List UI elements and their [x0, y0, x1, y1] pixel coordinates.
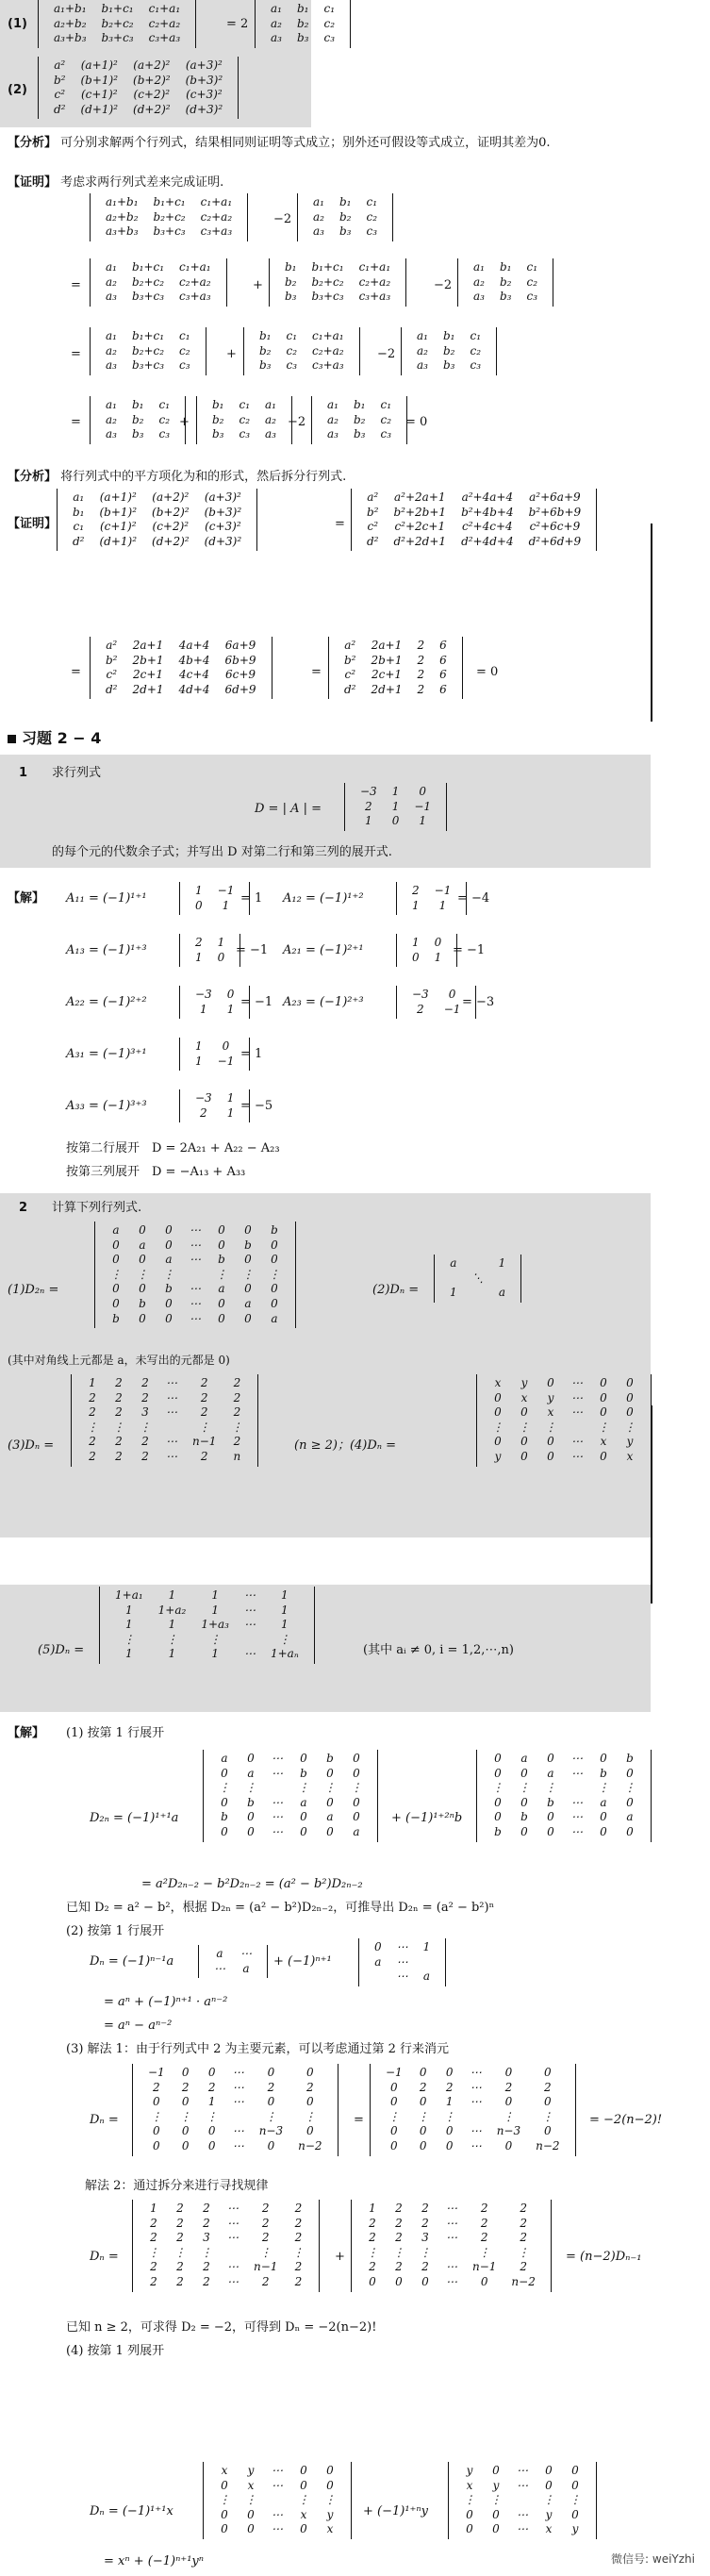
determinant: 1 2 2 ⋯ 2 2 2 2 2 ⋯ 2 2 2 2 3 ⋯ 2 2 ⋮ ⋮ ⋮ ⋮ ⋮ 2 2 2 ⋯ n−1 2 2 2 2 ⋯ 2 2 — [132, 2200, 320, 2292]
cofactor-value: = −5 — [240, 1099, 273, 1113]
solution-result: = aⁿ + (−1)ⁿ⁺¹ · aⁿ⁻² — [104, 1995, 228, 2009]
solution-step: 解法 2：通过拆分来进行寻找规律 — [85, 2179, 269, 2193]
determinant: a ⋯ ⋯ a — [198, 1945, 268, 1978]
determinant: x y 0 ⋯ 0 0 0 x y ⋯ 0 0 0 0 x ⋯ 0 0 ⋮ ⋮ ⋮ ⋮ ⋮ 0 0 0 ⋯ x y y 0 0 ⋯ 0 x — [476, 1374, 652, 1467]
solution-result: = xⁿ + (−1)ⁿ⁺¹yⁿ — [104, 2554, 205, 2568]
determinant: a₁ b₁+c₁ c₁ a₂ b₂+c₂ c₂ a₃ b₃+c₃ c₃ — [90, 327, 206, 375]
question-description: 的每个元的代数余子式；并写出 D 对第二行和第三列的展开式. — [52, 845, 392, 859]
determinant: a₁ b₁ c₁ a₂ b₂ c₂ a₃ b₃ c₃ — [457, 258, 553, 307]
analysis-paragraph — [8, 136, 701, 151]
determinant: −3 1 0 2 1 −1 1 0 1 — [344, 783, 447, 831]
question-2-block — [0, 1193, 651, 1537]
cofactor-a12: A₁₂ = (−1)¹⁺² — [283, 891, 364, 906]
solution-conclusion: 已知 n ≥ 2，可求得 D₂ = −2，可得到 Dₙ = −2(n−2)! — [66, 2320, 377, 2335]
solution-formula: Dₙ = — [90, 2250, 119, 2264]
determinant: 0 ⋯ 1 a ⋯ ⋯ a — [358, 1938, 446, 1986]
cofactor-a33: A₃₃ = (−1)³⁺³ — [66, 1099, 147, 1113]
analysis2-paragraph — [8, 470, 346, 485]
cofactor-a11: A₁₁ = (−1)¹⁺¹ — [66, 891, 147, 906]
cofactor-a31: A₃₁ = (−1)³⁺¹ — [66, 1047, 147, 1061]
determinant: a₁ b₁ c₁ a₂ b₂ c₂ a₃ b₃ c₃ — [90, 396, 186, 444]
solution-step: (4) 按第 1 列展开 — [66, 2344, 165, 2358]
determinant: a₁ (a+1)² (a+2)² (a+3)² b₁ (b+1)² (b+2)² (b+3)² c₁ (c+1)² (c+2)² (c+3)² d² (d+1)² (d+2)² (d+3)² — [57, 489, 257, 551]
determinant: −3 0 2 −1 — [396, 986, 476, 1019]
solution-result: = (n−2)Dₙ₋₁ — [566, 2250, 642, 2264]
question-number: 2 — [19, 1201, 28, 1215]
question-2-5-block — [0, 1585, 651, 1712]
determinant: 1+a₁ 1 1 ⋯ 1 1 1+a₂ 1 ⋯ 1 1 1 1+a₃ ⋯ 1 ⋮ ⋮ ⋮ ⋮ 1 1 1 ⋯ 1+aₙ — [99, 1587, 315, 1664]
cofactor-value: = 1 — [240, 1047, 263, 1061]
cofactor-a23: A₂₃ = (−1)²⁺³ — [283, 995, 364, 1009]
determinant-label: (1)D₂ₙ = — [8, 1283, 59, 1297]
cofactor-value: = 1 — [240, 891, 263, 906]
solution-conclusion: 已知 D₂ = a² − b²，根据 D₂ₙ = (a² − b²)D₂ₙ₋₂，可推导出 D₂ₙ = (a² − b²)ⁿ — [66, 1901, 495, 1915]
determinant: 1 2 2 ⋯ 2 2 2 2 2 ⋯ 2 2 2 2 3 ⋯ 2 2 ⋮ ⋮ ⋮ ⋮ ⋮ 2 2 2 ⋯ n−1 2 2 2 2 ⋯ 2 n — [71, 1374, 258, 1467]
proof-paragraph — [8, 175, 223, 191]
question-1-block — [0, 755, 651, 868]
exercise-heading — [8, 726, 101, 748]
analysis-text: 可分别求解两个行列式，结果相同则证明等式成立；别外还可假设等式成立，证明其差为0. — [60, 136, 551, 150]
solution-label: 【解】 — [8, 1726, 45, 1740]
determinant: a₁+b₁ b₁+c₁ c₁+a₁ a₂+b₂ b₂+c₂ c₂+a₂ a₃+b₃ b₃+c₃ c₃+a₃ — [38, 0, 196, 48]
solution-formula: + (−1)¹⁺ⁿy — [363, 2504, 429, 2518]
cofactor-value: = −3 — [462, 995, 495, 1009]
expansion-col-3: 按第三列展开 D = −A₁₃ + A₃₃ — [66, 1165, 246, 1179]
determinant: −1 0 0 ⋯ 0 0 0 2 2 ⋯ 2 2 0 0 1 ⋯ 0 0 ⋮ ⋮ ⋮ ⋮ ⋮ 0 0 0 ⋯ n−3 0 0 0 0 ⋯ 0 n−2 — [370, 2064, 576, 2156]
determinant: b₁ b₁+c₁ c₁+a₁ b₂ b₂+c₂ c₂+a₂ b₃ b₃+c₃ c₃+a₃ — [269, 258, 406, 307]
determinant: b₁ c₁ c₁+a₁ b₂ c₂ c₂+a₂ b₃ c₃ c₃+a₃ — [243, 327, 360, 375]
determinant-label: (3)Dₙ = — [8, 1438, 55, 1453]
determinant: a₁ b₁+c₁ c₁+a₁ a₂ b₂+c₂ c₂+a₂ a₃ b₃+c₃ c₃+a₃ — [90, 258, 227, 307]
solution-formula: + (−1)ⁿ⁺¹ — [273, 1954, 332, 1969]
solution-formula: Dₙ = (−1)ⁿ⁻¹a — [90, 1954, 174, 1969]
determinant: 1 0 0 1 — [396, 934, 457, 967]
expansion-row-2: 按第二行展开 D = 2A₂₁ + A₂₂ − A₂₃ — [66, 1141, 280, 1155]
determinant: a₁ b₁ c₁ a₂ b₂ c₂ a₃ b₃ c₃ — [311, 396, 407, 444]
determinant-condition: (其中 aᵢ ≠ 0, i = 1,2,⋯,n) — [363, 1643, 514, 1657]
question-number: 1 — [19, 766, 28, 780]
determinant: 1 2 2 ⋯ 2 2 2 2 2 ⋯ 2 2 2 2 3 ⋯ 2 2 ⋮ ⋮ ⋮ ⋮ ⋮ 2 2 2 ⋯ n−1 2 0 0 0 ⋯ 0 n−2 — [351, 2200, 552, 2292]
cofactor-value: = −1 — [240, 995, 273, 1009]
solution-result: = −2(n−2)! — [589, 2113, 663, 2127]
solution-result: = aⁿ − aⁿ⁻² — [104, 2019, 173, 2033]
determinant: a² (a+1)² (a+2)² (a+3)² b² (b+1)² (b+2)² (b+3)² c² (c+1)² (c+2)² (c+3)² d² (d+1)² (d+2)² (d+3)² — [38, 57, 239, 119]
determinant-label: (5)Dₙ = — [38, 1643, 85, 1657]
page-divider-line — [651, 524, 652, 722]
proof2-label: 【证明】 — [8, 517, 58, 531]
determinant: x y ⋯ 0 0 0 x ⋯ 0 0 ⋮ ⋮ ⋮ ⋮ 0 0 ⋯ x y 0 0 ⋯ 0 x — [203, 2462, 352, 2539]
determinant: a₁ b₁ c₁ a₂ b₂ c₂ a₃ b₃ c₃ — [297, 193, 393, 241]
exercise-title: 习题 2 − 4 — [22, 729, 102, 747]
determinant: a 0 0 ⋯ 0 0 b 0 a 0 ⋯ 0 b 0 0 0 a ⋯ b 0 0 ⋮ ⋮ ⋮ ⋮ ⋮ ⋮ 0 0 b ⋯ a 0 0 0 b 0 ⋯ 0 a 0 b 0 0 ⋯ 0 0 a — [94, 1222, 296, 1328]
determinant-condition: (n ≥ 2)；(4)Dₙ = — [294, 1438, 397, 1453]
result-zero: = 0 — [405, 415, 428, 429]
solution-result: = a²D₂ₙ₋₂ − b²D₂ₙ₋₂ = (a² − b²)D₂ₙ₋₂ — [141, 1877, 363, 1891]
solution-formula: D₂ₙ = (−1)¹⁺¹a — [90, 1811, 179, 1825]
cofactor-a13: A₁₃ = (−1)¹⁺³ — [66, 943, 147, 957]
solution-step: (2) 按第 1 行展开 — [66, 1924, 165, 1938]
determinant: −3 1 2 1 — [179, 1089, 250, 1122]
determinant: 0 a 0 ⋯ 0 b 0 0 a ⋯ b 0 ⋮ ⋮ ⋮ ⋮ ⋮ 0 0 b ⋯ a 0 0 b 0 ⋯ 0 a b 0 0 ⋯ 0 0 — [476, 1750, 652, 1842]
proof-text: 考虑求两行列式差来完成证明. — [60, 175, 224, 190]
determinant-label: D = | A | = — [255, 802, 322, 816]
determinant: 2 −1 1 1 — [396, 882, 467, 915]
determinant: a² 2a+1 2 6 b² 2b+1 2 6 c² 2c+1 2 6 d² 2d+1 2 6 — [328, 637, 463, 699]
determinant: 1 −1 0 1 — [179, 882, 250, 915]
analysis-label: 【分析】 — [8, 136, 58, 150]
determinant: a² a²+2a+1 a²+4a+4 a²+6a+9 b² b²+2b+1 b²+4b+4 b²+6b+9 c² c²+2c+1 c²+4c+4 c²+6c+9 d² d²+2d+1 d²+4d+4 d²+6d+9 — [351, 489, 597, 551]
determinant: a 1 ⋱ 1 a — [434, 1255, 521, 1303]
analysis2-text: 将行列式中的平方项化为和的形式，然后拆分行列式. — [60, 470, 347, 484]
problem-statement-block: (1) a₁+b₁ b₁+c₁ c₁+a₁ a₂+b₂ b₂+c₂ c₂+a₂ a₃+b₃ b₃+c₃ c₃+a₃ = 2 a₁ b₁ c₁ a₂ b₂ c₂ a₃ b₃ c₃ (2) a² (a+1)² (a+2)² (a+3)² b² (b+1)² (b+2)² (b+3)² c² (c+1)² (c+2)² (c+3)² d² (d+1)² (d+2)² (d+3)² — [0, 0, 311, 127]
determinant: y 0 ⋯ 0 0 x y ⋯ 0 0 ⋮ ⋮ ⋮ ⋮ 0 0 ⋯ y 0 0 0 ⋯ x y — [448, 2462, 597, 2539]
analysis-label: 【分析】 — [8, 470, 58, 484]
determinant: −1 0 0 ⋯ 0 0 2 2 2 ⋯ 2 2 0 0 1 ⋯ 0 0 ⋮ ⋮ ⋮ ⋮ ⋮ 0 0 0 ⋯ n−3 0 0 0 0 ⋯ 0 n−2 — [132, 2064, 338, 2156]
cofactor-value: = −1 — [236, 943, 269, 957]
determinant: 1 0 1 −1 — [179, 1038, 250, 1071]
cofactor-value: = −1 — [453, 943, 486, 957]
page-divider-line — [651, 1405, 652, 1604]
solution-formula: Dₙ = — [90, 2113, 119, 2127]
question-text: 计算下列行列式. — [52, 1201, 142, 1215]
square-bullet-icon — [8, 735, 16, 743]
determinant: 2 1 1 0 — [179, 934, 240, 967]
solution-step: (3) 解法 1：由于行列式中 2 为主要元素，可以考虑通过第 2 行来消元 — [66, 2042, 450, 2056]
solution-formula: Dₙ = (−1)¹⁺¹x — [90, 2504, 173, 2518]
page: (1) a₁+b₁ b₁+c₁ c₁+a₁ a₂+b₂ b₂+c₂ c₂+a₂ a₃+b₃ b₃+c₃ c₃+a₃ = 2 a₁ b₁ c₁ a₂ b₂ c₂ a₃ b₃ c₃ (2) a² (a+1)² (a+2)² (a+3)² b² (b+1)² (b+2)² (b+3)² c² (c+1)² (c+2)² (c+3)² d² (d+1)² (d+2)² (d+3)² 【分析】 可分别求解两个行列式，结果相同则证明等式成立；别外还可假设等式成立，证明其差为0. 【证明】 考虑求两行列式差来完成证明. a₁+b₁ b₁+c₁ c₁+a₁ a₂+b₂ b₂+c₂ c₂+a₂ a₃+b₃ b₃+c₃ c₃+a₃ −2 a₁ b₁ c₁ a₂ b₂ c₂ a₃ b₃ c₃ = a₁ b₁+c₁ c₁+a₁ a₂ b₂+c₂ c₂+a₂ a₃ b₃+c₃ c₃+a₃ + b₁ b₁+c₁ c₁+a₁ b₂ b₂+c₂ c₂+a₂ b₃ b₃+c₃ c₃+a₃ −2 a₁ b₁ c₁ a₂ b₂ c₂ a₃ b₃ c₃ = a₁ b₁+c₁ c₁ a₂ b₂+c₂ c₂ a₃ b₃+c₃ c₃ + b₁ c₁ c₁+a₁ b₂ c₂ c₂+a₂ b₃ c₃ c₃+a₃ −2 a₁ b₁ c₁ a₂ b₂ c₂ a₃ b₃ c₃ = a₁ b₁ c₁ a₂ b₂ c₂ a₃ b₃ c₃ + b₁ c₁ a₁ b₂ c₂ a₂ b₃ c₃ a₃ −2 a₁ b₁ c₁ a₂ b₂ c₂ a₃ b₃ c₃ = 0 【分析】 将行列式中的平方项化为和的形式，然后拆分行列式. 【证明】 a₁ (a+1)² (a+2)² (a+3)² b₁ (b+1)² (b+2)² (b+3)² c₁ (c+1)² (c+2)² (c+3)² d² (d+1)² (d+2)² (d+3)² = a² a²+2a+1 a²+4a+4 a²+6a+9 b² b²+2b+1 b²+4b+4 b²+6b+9 c² c²+2c+1 c²+4c+4 c²+6c+9 d² d²+2d+1 d²+4d+4 d²+6d+9 = a² 2a+1 4a+4 6a+9 b² 2b+1 4b+4 6b+9 c² 2c+1 4c+4 6c+9 d² 2d+1 4d+4 6d+9 = a² 2a+1 2 6 b² 2b+1 2 6 c² 2c+1 2 6 d² 2d+1 2 6 = 0 习题 2 − 4 1 求行列式 D = | A | = −3 1 0 2 1 −1 1 0 1 的每个元的代数余子式；并写出 D 对第二行和第三列的展开式. 【解】 A₁₁ = (−1)¹⁺¹ 1 −1 0 1 = 1 A₁₂ = (−1)¹⁺² 2 −1 1 1 = −4 A₁₃ = (−1)¹⁺³ 2 1 1 0 = −1 A₂₁ = (−1)²⁺¹ 1 0 0 1 = −1 A₂₂ = (−1)²⁺² −3 0 1 1 = −1 A₂₃ = (−1)²⁺³ −3 0 2 −1 = −3 A₃₁ = (−1)³⁺¹ 1 0 1 −1 = 1 A₃₃ = (−1)³⁺³ −3 1 2 1 = −5 按第二行展开 D = 2A₂₁ + A₂₂ − A₂₃ 按第三列展开 D = −A₁₃ + A₃₃ 2 计算下列行列式. (1)D₂ₙ = a 0 0 ⋯ 0 0 b 0 a 0 ⋯ 0 b 0 0 0 a ⋯ b 0 0 ⋮ ⋮ ⋮ ⋮ ⋮ ⋮ 0 0 b ⋯ a 0 0 0 b 0 ⋯ 0 a 0 b 0 0 ⋯ 0 0 a (2)Dₙ = a 1 ⋱ 1 a (其中对角线上元都是 a，未写出的元都是 0) (3)Dₙ = 1 2 2 ⋯ 2 2 2 2 2 ⋯ 2 2 2 2 3 ⋯ 2 2 ⋮ ⋮ ⋮ ⋮ ⋮ 2 2 2 ⋯ n−1 2 2 2 2 ⋯ 2 n (n ≥ 2)；(4)Dₙ = x y 0 ⋯ 0 0 0 x y ⋯ 0 0 0 0 x ⋯ 0 0 ⋮ ⋮ ⋮ ⋮ ⋮ 0 0 0 ⋯ x y y 0 0 ⋯ 0 x (5)Dₙ = 1+a₁ 1 1 ⋯ 1 1 1+a₂ 1 ⋯ 1 1 1 1+a₃ ⋯ 1 ⋮ ⋮ ⋮ ⋮ 1 1 1 ⋯ 1+aₙ (其中 aᵢ ≠ 0, i = 1,2,⋯,n) 【解】 (1) 按第 1 行展开 D₂ₙ = (−1)¹⁺¹a a 0 ⋯ 0 b 0 0 a ⋯ b 0 0 ⋮ ⋮ ⋮ ⋮ ⋮ 0 b ⋯ a 0 0 b 0 ⋯ 0 a 0 0 0 ⋯ 0 0 a + (−1)¹⁺²ⁿb 0 a 0 ⋯ 0 b 0 0 a ⋯ b 0 ⋮ ⋮ ⋮ ⋮ ⋮ 0 0 b ⋯ a 0 0 b 0 ⋯ 0 a b 0 0 ⋯ 0 0 = a²D₂ₙ₋₂ − b²D₂ₙ₋₂ = (a² − b²)D₂ₙ₋₂ 已知 D₂ = a² − b²，根据 D₂ₙ = (a² − b²)D₂ₙ₋₂，可推导出 D₂ₙ = (a² − b²)ⁿ (2) 按第 1 行展开 Dₙ = (−1)ⁿ⁻¹a a ⋯ ⋯ a + (−1)ⁿ⁺¹ 0 ⋯ 1 a ⋯ ⋯ a = aⁿ + (−1)ⁿ⁺¹ · aⁿ⁻² = aⁿ − aⁿ⁻² (3) 解法 1：由于行列式中 2 为主要元素，可以考虑通过第 2 行来消元 Dₙ = −1 0 0 ⋯ 0 0 2 2 2 ⋯ 2 2 0 0 1 ⋯ 0 0 ⋮ ⋮ ⋮ ⋮ ⋮ 0 0 0 ⋯ n−3 0 0 0 0 ⋯ 0 n−2 = −1 0 0 ⋯ 0 0 0 2 2 ⋯ 2 2 0 0 1 ⋯ 0 0 ⋮ ⋮ ⋮ ⋮ ⋮ 0 0 0 ⋯ n−3 0 0 0 0 ⋯ 0 n−2 = −2(n−2)! 解法 2：通过拆分来进行寻找规律 Dₙ = 1 2 2 ⋯ 2 2 2 2 2 ⋯ 2 2 2 2 3 ⋯ 2 2 ⋮ ⋮ ⋮ ⋮ ⋮ 2 2 2 ⋯ n−1 2 2 2 2 ⋯ 2 2 + 1 2 2 ⋯ 2 2 2 2 2 ⋯ 2 2 2 2 3 ⋯ 2 2 ⋮ ⋮ ⋮ ⋮ ⋮ 2 2 2 ⋯ n−1 2 0 0 0 ⋯ 0 n−2 = (n−2)Dₙ₋₁ 已知 n ≥ 2，可求得 D₂ = −2，可得到 Dₙ = −2(n−2)! (4) 按第 1 列展开 Dₙ = (−1)¹⁺¹x x y ⋯ 0 0 0 x ⋯ 0 0 ⋮ ⋮ ⋮ ⋮ 0 0 ⋯ x y 0 0 ⋯ 0 x + (−1)¹⁺ⁿy y 0 ⋯ 0 0 x y ⋯ 0 0 ⋮ ⋮ ⋮ ⋮ 0 0 ⋯ y 0 0 0 ⋯ x y = xⁿ + (−1)ⁿ⁺¹yⁿ 微信号: weiYzhi — [0, 0, 710, 2576]
watermark: 微信号: weiYzhi — [611, 2552, 695, 2566]
proof-label: 【证明】 — [8, 175, 58, 190]
determinant: a₁+b₁ b₁+c₁ c₁+a₁ a₂+b₂ b₂+c₂ c₂+a₂ a₃+b₃ b₃+c₃ c₃+a₃ — [90, 193, 248, 241]
cofactor-a21: A₂₁ = (−1)²⁺¹ — [283, 943, 364, 957]
note-text: (其中对角线上元都是 a，未写出的元都是 0) — [8, 1354, 230, 1367]
result-zero: = 0 — [476, 665, 499, 679]
determinant: −3 0 1 1 — [179, 986, 250, 1019]
determinant: a₁ b₁ c₁ a₂ b₂ c₂ a₃ b₃ c₃ — [255, 0, 351, 48]
determinant-label: (2)Dₙ = — [372, 1283, 420, 1297]
solution-step: (1) 按第 1 行展开 — [66, 1726, 165, 1740]
determinant: a 0 ⋯ 0 b 0 0 a ⋯ b 0 0 ⋮ ⋮ ⋮ ⋮ ⋮ 0 b ⋯ a 0 0 b 0 ⋯ 0 a 0 0 0 ⋯ 0 0 a — [203, 1750, 378, 1842]
determinant: a² 2a+1 4a+4 6a+9 b² 2b+1 4b+4 6b+9 c² 2c+1 4c+4 6c+9 d² 2d+1 4d+4 6d+9 — [90, 637, 272, 699]
determinant: b₁ c₁ a₁ b₂ c₂ a₂ b₃ c₃ a₃ — [196, 396, 292, 444]
cofactor-value: = −4 — [457, 891, 490, 906]
cofactor-a22: A₂₂ = (−1)²⁺² — [66, 995, 147, 1009]
question-text: 求行列式 — [52, 766, 102, 780]
part-1-label: (1) — [8, 17, 27, 31]
solution-label: 【解】 — [8, 891, 45, 906]
part-2-label: (2) — [8, 83, 27, 97]
determinant: a₁ b₁ c₁ a₂ b₂ c₂ a₃ b₃ c₃ — [401, 327, 497, 375]
solution-formula: + (−1)¹⁺²ⁿb — [391, 1811, 463, 1825]
